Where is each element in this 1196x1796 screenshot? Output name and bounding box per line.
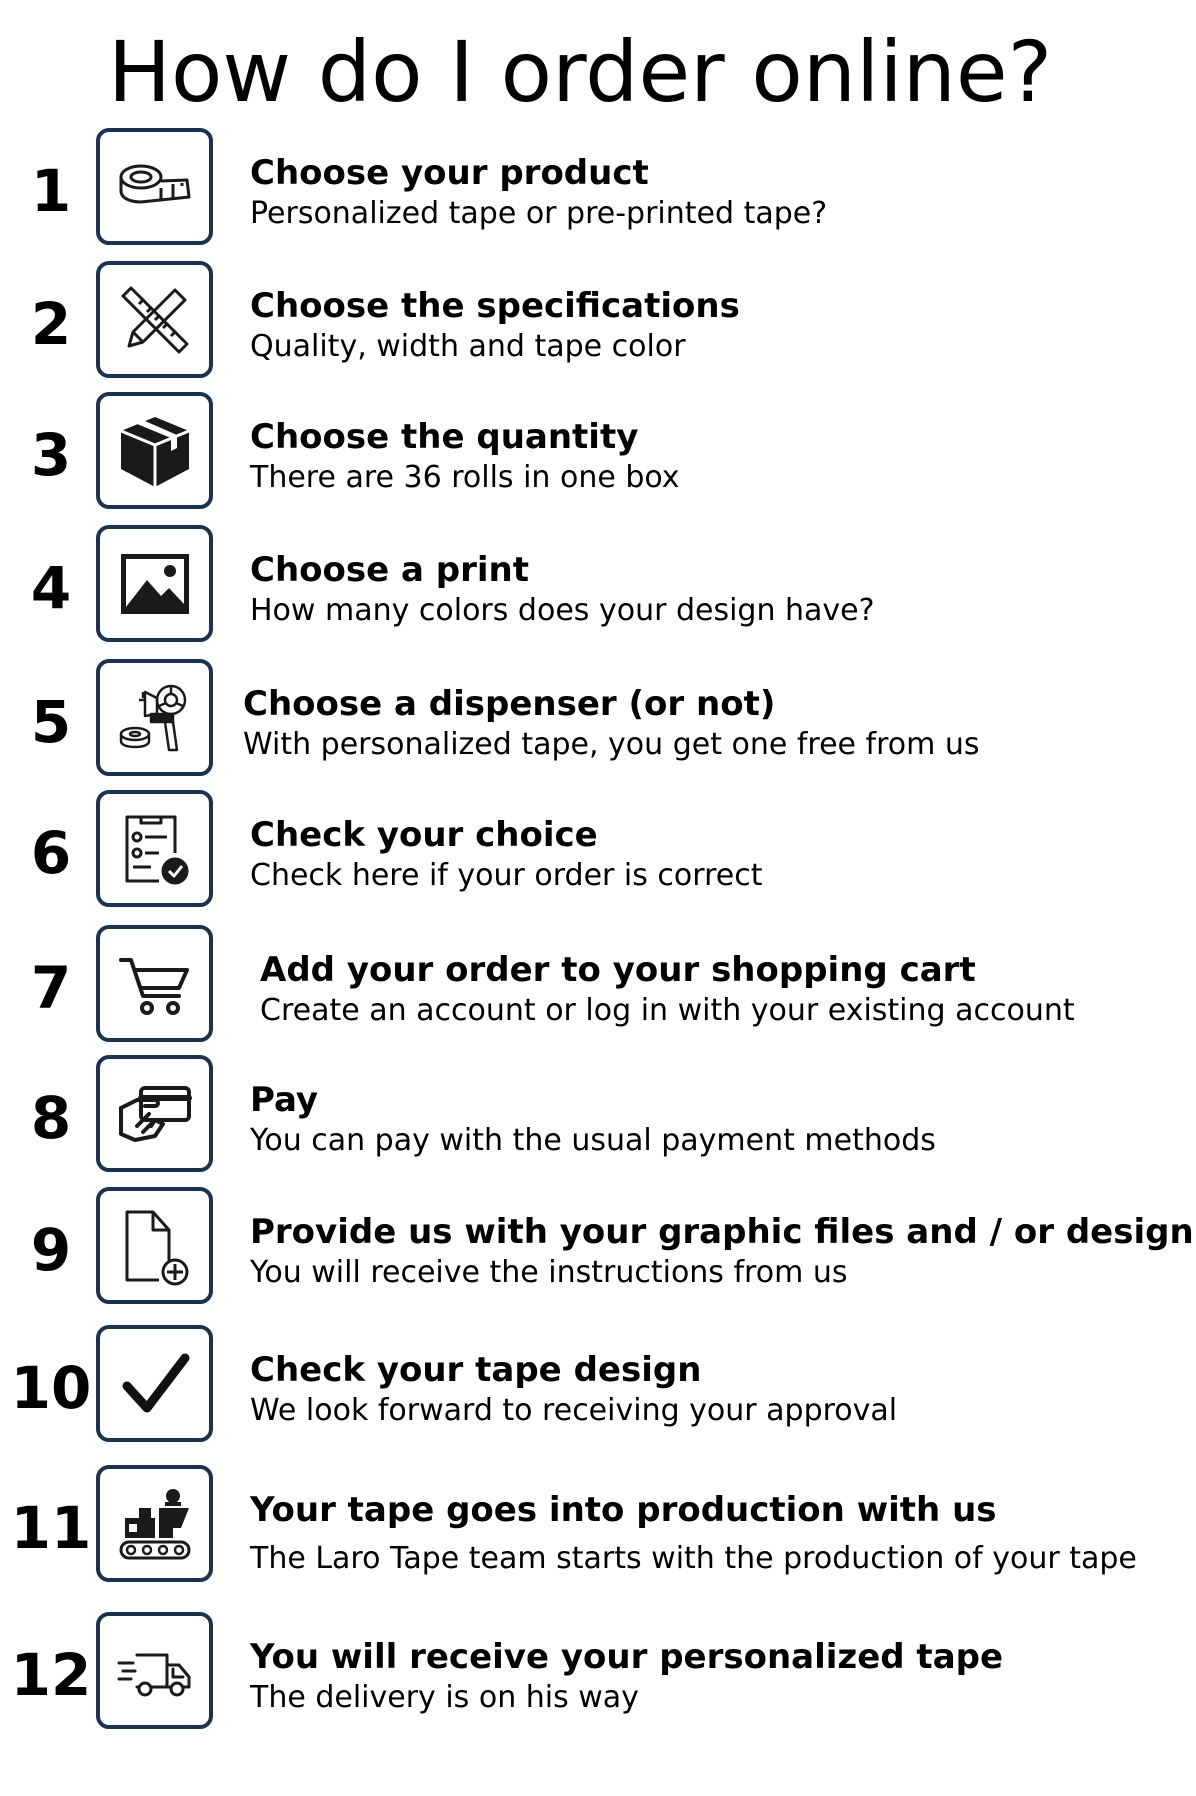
step-3 [0,392,1196,517]
step-description: The Laro Tape team starts with the production of your tape [250,1541,1137,1576]
step-number: 9 [30,1215,72,1284]
production-machine-icon [96,1465,213,1582]
step-description: Create an account or log in with your existing account [260,993,1075,1028]
step-description: You will receive the instructions from us [250,1255,848,1290]
step-number: 5 [30,687,72,756]
step-number: 12 [10,1640,92,1709]
ruler-pencil-icon [96,261,213,378]
step-number: 4 [30,553,72,622]
step-heading: Pay [250,1080,319,1120]
image-icon [96,525,213,642]
file-add-icon [96,1187,213,1304]
step-number: 11 [10,1493,92,1562]
step-number: 8 [30,1083,72,1152]
step-heading: Choose the specifications [250,286,740,326]
checklist-icon [96,790,213,907]
step-heading: Your tape goes into production with us [250,1490,997,1530]
step-6 [0,790,1196,915]
step-heading: Choose a dispenser (or not) [243,684,776,724]
step-11 [0,1465,1196,1590]
step-number: 2 [30,289,72,358]
box-icon [96,392,213,509]
page-title: How do I order online? [107,23,1053,121]
step-8 [0,1055,1196,1180]
step-description: Personalized tape or pre-printed tape? [250,196,828,231]
step-description: We look forward to receiving your approval [250,1393,898,1428]
step-heading: Check your choice [250,815,598,855]
step-1 [0,128,1196,253]
step-9 [0,1187,1196,1312]
step-2 [0,261,1196,386]
shopping-cart-icon [96,925,213,1042]
step-heading: Choose the quantity [250,417,639,457]
step-heading: Add your order to your shopping cart [260,950,976,990]
delivery-truck-icon [96,1612,213,1729]
step-description: How many colors does your design have? [250,593,875,628]
step-number: 10 [10,1353,92,1422]
step-12 [0,1612,1196,1737]
checkmark-icon [96,1325,213,1442]
step-heading: Choose your product [250,153,649,193]
credit-card-hand-icon [96,1055,213,1172]
step-heading: Check your tape design [250,1350,702,1390]
step-heading: Provide us with your graphic files and / or design [250,1212,1194,1252]
step-heading: You will receive your personalized tape [250,1637,1004,1677]
step-4 [0,525,1196,650]
step-description: You can pay with the usual payment methods [250,1123,936,1158]
step-7 [0,925,1196,1050]
step-description: There are 36 rolls in one box [250,460,680,495]
tape-dispenser-icon [96,659,213,776]
tape-roll-icon [96,128,213,245]
step-number: 7 [30,953,72,1022]
step-heading: Choose a print [250,550,530,590]
step-description: The delivery is on his way [250,1680,639,1715]
step-description: Quality, width and tape color [250,329,686,364]
step-description: Check here if your order is correct [250,858,763,893]
step-number: 3 [30,420,72,489]
step-description: With personalized tape, you get one free from us [243,727,980,762]
step-number: 6 [30,818,72,887]
step-number: 1 [30,156,72,225]
step-5 [0,659,1196,784]
step-10 [0,1325,1196,1450]
